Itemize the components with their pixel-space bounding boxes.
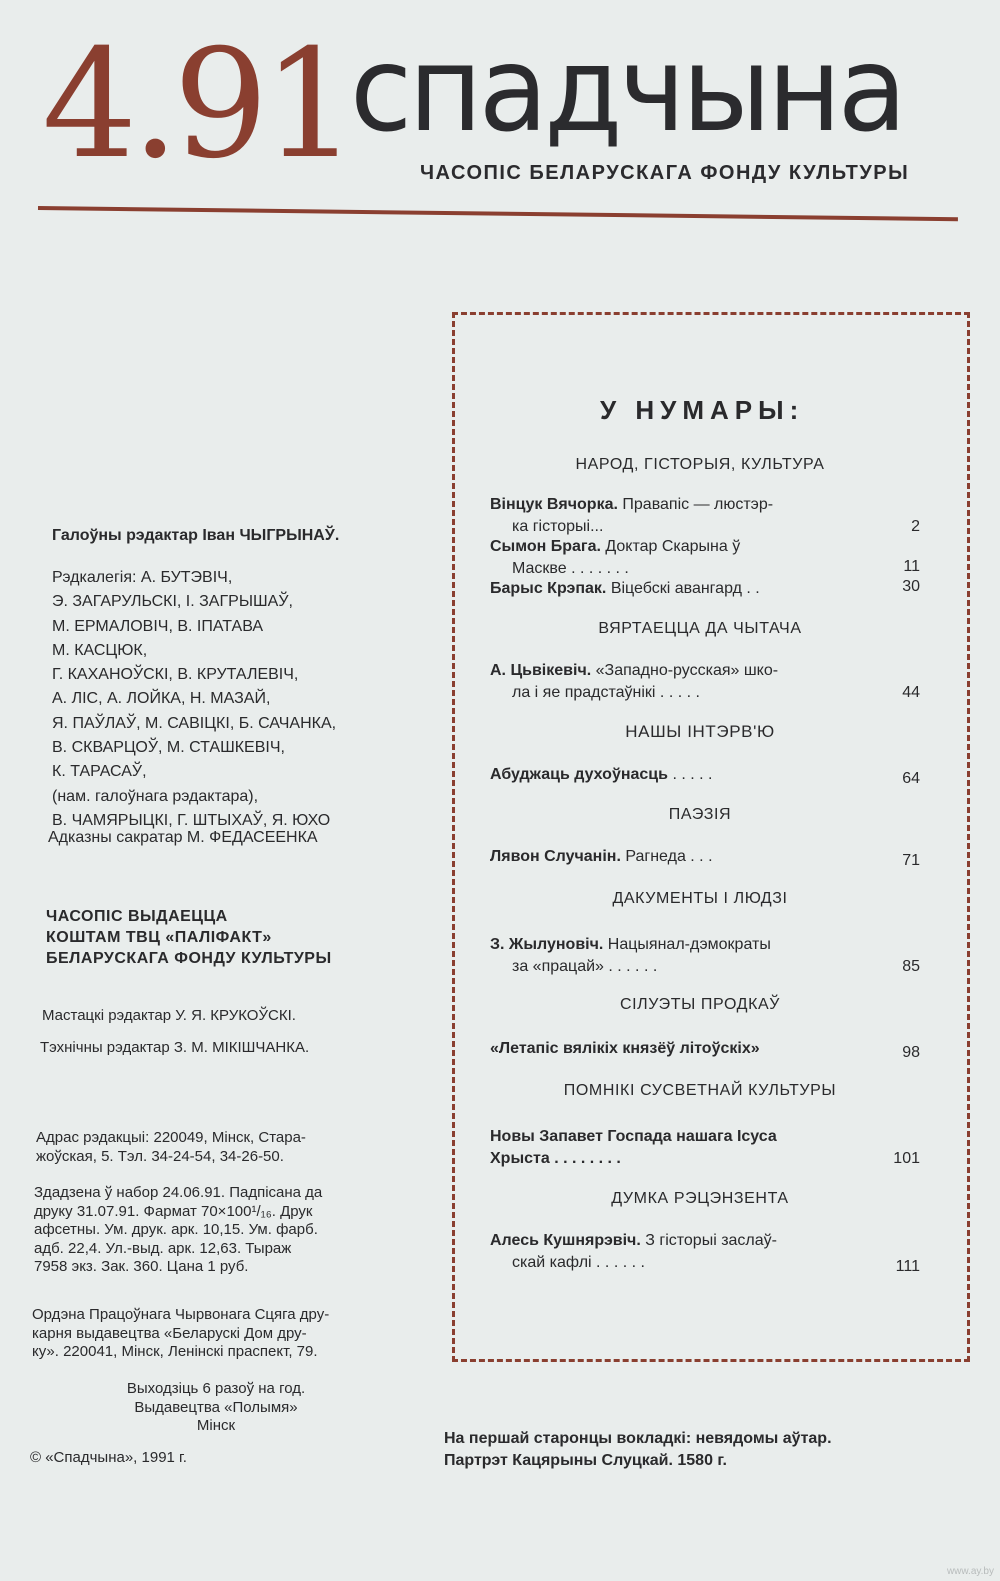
entry-author: Лявон Случанін. (490, 848, 621, 865)
masthead-rule (38, 206, 958, 221)
entry-title-cont: скай кафлі . . . . . . (512, 1253, 645, 1271)
toc-entry[interactable] (490, 1126, 860, 1169)
frequency-info (96, 1380, 336, 1436)
print-info-line: друку 31.07.91. Фармат 70×100¹/₁₆. Друк (34, 1202, 313, 1220)
toc-entry[interactable] (490, 846, 860, 868)
toc-page-number: 11 (903, 558, 920, 575)
entry-author: Сымон Брага. (490, 538, 601, 555)
toc-section: ПАЭЗІЯ (668, 806, 732, 823)
printer-line: Ордэна Працоўнага Чырвонага Сцяга дру- (32, 1306, 330, 1323)
toc-section: СІЛУЭТЫ ПРОДКАЎ (619, 996, 781, 1013)
address-line: Адрас рэдакцыі: 220049, Мінск, Стара- (36, 1129, 306, 1146)
entry-title: Рагнеда . . . (625, 848, 713, 865)
frequency-line: Мінск (196, 1417, 236, 1434)
toc-entry[interactable] (490, 578, 860, 600)
board-line: Э. ЗАГАРУЛЬСКІ, І. ЗАГРЫШАЎ, (52, 593, 293, 611)
entry-title-cont: ка гісторыі... (512, 517, 604, 535)
toc-entry[interactable] (490, 494, 860, 537)
toc-entry[interactable] (490, 1230, 860, 1273)
print-info-line: адб. 22,4. Ул.-выд. арк. 12,63. Тыраж (34, 1239, 292, 1257)
entry-title: З гісторыі заслаў- (645, 1232, 777, 1249)
address-line: жоўская, 5. Тэл. 34-24-54, 34-26-50. (36, 1148, 284, 1165)
copyright: © «Спадчына», 1991 г. (30, 1449, 187, 1466)
toc-entry[interactable] (490, 660, 860, 703)
printer-line: карня выдавецтва «Беларускі Дом дру- (32, 1324, 307, 1342)
print-info (34, 1184, 322, 1277)
board-line: Я. ПАЎЛАЎ, М. САВІЦКІ, Б. САЧАНКА, (52, 714, 337, 732)
entry-author: Абуджаць духоўнасць (490, 766, 668, 783)
entry-author: Новы Запавет Госпада нашага Ісуса (490, 1128, 777, 1145)
print-info-line: афсетны. Ум. друк. арк. 10,15. Ум. фарб. (34, 1221, 318, 1238)
editorial-address (36, 1128, 306, 1166)
entry-author: А. Цьвікевіч. (490, 662, 592, 679)
toc-page-number: 98 (902, 1044, 920, 1061)
board-line: М. ЕРМАЛОВІЧ, В. ІПАТАВА (52, 617, 264, 635)
entry-title: Доктар Скарына ў (605, 538, 741, 555)
toc-page-number: 71 (902, 852, 920, 869)
publisher-line: БЕЛАРУСКАГА ФОНДУ КУЛЬТУРЫ (46, 950, 332, 967)
entry-title: «Западно-русская» шко- (595, 662, 779, 679)
toc-page-number: 101 (893, 1150, 920, 1167)
frequency-line: Выходзіць 6 разоў на год. (126, 1380, 306, 1397)
toc-page-number: 2 (911, 518, 920, 535)
toc-section: ДАКУМЕНТЫ І ЛЮДЗІ (612, 890, 788, 907)
entry-author: Барыс Крэпак. (490, 580, 607, 597)
printer-info (32, 1306, 329, 1362)
executive-secretary: Адказны сакратар М. ФЕДАСЕЕНКА (48, 829, 318, 846)
chief-editor: Галоўны рэдактар Іван ЧЫГРЫНАЎ. (52, 527, 340, 544)
watermark: www.ay.by (946, 1566, 994, 1577)
frequency-line: Выдавецтва «Полымя» (134, 1398, 298, 1416)
entry-title: Віцебскі авангард . . (610, 580, 760, 597)
entry-author: З. Жылуновіч. (490, 936, 604, 953)
board-line: К. ТАРАСАЎ, (52, 763, 147, 781)
toc-page-number: 44 (902, 684, 920, 701)
entry-title-cont: за «працай» . . . . . . (512, 957, 658, 975)
editorial-board (52, 566, 336, 833)
toc-entry[interactable] (490, 536, 860, 579)
toc-section: ДУМКА РЭЦЭНЗЕНТА (611, 1190, 789, 1207)
toc-section: ПОМНІКІ СУСВЕТНАЙ КУЛЬТУРЫ (563, 1082, 837, 1099)
entry-author: Вінцук Вячорка. (490, 496, 618, 513)
entry-title: Правапіс — люстэр- (622, 496, 774, 513)
entry-author: Алесь Кушнярэвіч. (490, 1232, 641, 1249)
board-line: (нам. галоўнага рэдактара), (52, 787, 259, 805)
toc-page-number: 64 (902, 770, 920, 787)
toc-page-number: 111 (895, 1258, 920, 1275)
entry-title-cont: ла і яе прадстаўнікі . . . . . (512, 683, 700, 701)
toc-entry[interactable] (490, 1038, 860, 1060)
print-info-line: Здадзена ў набор 24.06.91. Падпісана да (34, 1184, 323, 1201)
entry-title-cont: Хрыста . . . . . . . . (490, 1149, 621, 1167)
printer-line: ку». 220041, Мінск, Ленінскі праспект, 79. (32, 1343, 318, 1360)
publisher-line: ЧАСОПІС ВЫДАЕЦЦА (46, 908, 228, 925)
toc-page-number: 30 (902, 578, 920, 595)
toc-section: НАШЫ ІНТЭРВ'Ю (625, 722, 775, 741)
board-line: В. ЧАМЯРЫЦКІ, Г. ШТЫХАЎ, Я. ЮХО (52, 811, 331, 829)
toc-section: ВЯРТАЕЦЦА ДА ЧЫТАЧА (598, 620, 802, 637)
magazine-title: спадчына (350, 20, 904, 158)
magazine-subtitle: ЧАСОПІС БЕЛАРУСКАГА ФОНДУ КУЛЬТУРЫ (420, 162, 910, 184)
cover-caption-line: На першай старонцы вокладкі: невядомы аўтар. (444, 1430, 832, 1447)
toc-entry[interactable] (490, 934, 860, 977)
entry-title-cont: Маскве . . . . . . . (512, 559, 629, 577)
print-info-line: 7958 экз. Зак. 360. Цана 1 руб. (34, 1258, 249, 1275)
toc-page-number: 85 (902, 958, 920, 975)
publisher-line: КОШТАМ ТВЦ «ПАЛІФАКТ» (46, 929, 272, 946)
board-line: Г. КАХАНОЎСКІ, В. КРУТАЛЕВІЧ, (52, 666, 299, 684)
board-line: Рэдкалегія: А. БУТЭВІЧ, (52, 569, 233, 586)
toc-section: НАРОД, ГІСТОРЫЯ, КУЛЬТУРА (575, 456, 825, 473)
entry-title: . . . . . (672, 766, 713, 783)
issue-number: 4.91 (42, 18, 352, 192)
board-line: В. СКВАРЦОЎ, М. СТАШКЕВІЧ, (52, 739, 285, 757)
toc-entry[interactable] (490, 764, 860, 786)
toc-heading: У НУМАРЫ: (600, 395, 805, 425)
board-line: А. ЛІС, А. ЛОЙКА, Н. МАЗАЙ, (52, 690, 271, 708)
art-editor: Мастацкі рэдактар У. Я. КРУКОЎСКІ. (42, 1007, 296, 1024)
publisher-note (46, 906, 332, 969)
cover-caption (444, 1428, 832, 1473)
entry-title: Нацыянал-дэмократы (607, 936, 771, 953)
cover-caption-line: Партрэт Кацярыны Слуцкай. 1580 г. (444, 1452, 727, 1470)
tech-editor: Тэхнічны рэдактар З. М. МІКІШЧАНКА. (40, 1039, 310, 1056)
entry-author: «Летапіс вялікіх князёў літоўскіх» (490, 1040, 760, 1057)
board-line: М. КАСЦЮК, (52, 641, 148, 659)
